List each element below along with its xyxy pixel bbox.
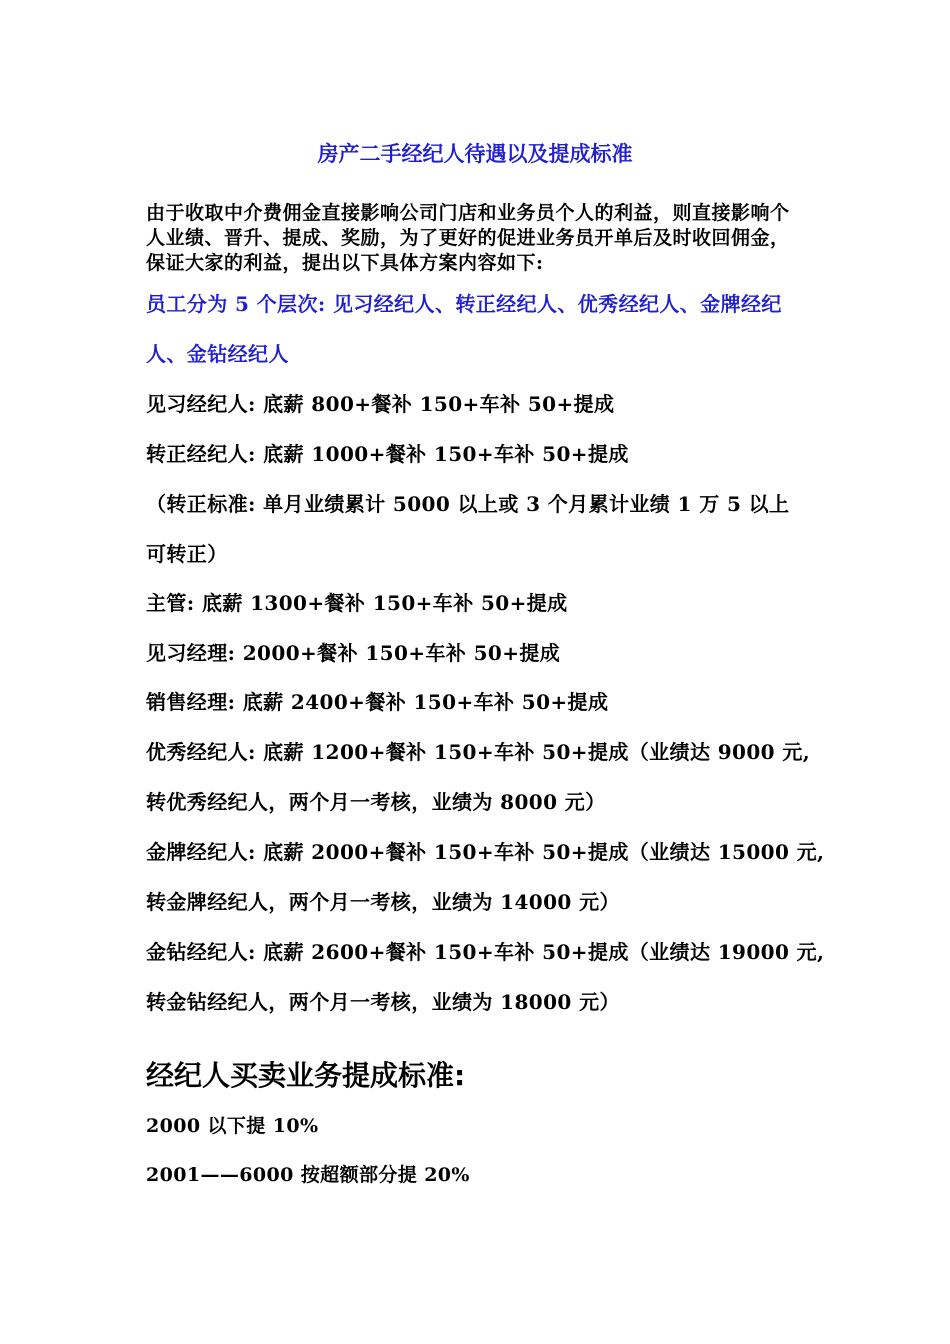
- intro-line: 保证大家的利益，提出以下具体方案内容如下:: [146, 252, 544, 274]
- commission-rule: 2001——6000 按超额部分提 20%: [146, 1164, 470, 1186]
- commission-heading: 经纪人买卖业务提成标准:: [146, 1059, 466, 1092]
- regular-standard-continued: 可转正）: [146, 542, 228, 566]
- regular-standard: （转正标准: 单月业绩累计 5000 以上或 3 个月累计业绩 1 万 5 以上: [146, 492, 790, 516]
- intro-paragraph: [146, 201, 818, 276]
- commission-rule: 2000 以下提 10%: [146, 1115, 319, 1137]
- pay-trainee-manager: 见习经理: 2000+餐补 150+车补 50+提成: [146, 641, 561, 665]
- pay-trainee-agent: 见习经纪人: 底薪 800+餐补 150+车补 50+提成: [146, 392, 615, 416]
- levels-line: 员工分为 5 个层次: 见习经纪人、转正经纪人、优秀经纪人、金牌经纪: [146, 292, 782, 316]
- pay-diamond-agent: 金钻经纪人: 底薪 2600+餐补 150+车补 50+提成（业绩达 19000 元,: [146, 940, 825, 964]
- pay-excellent-agent-continued: 转优秀经纪人，两个月一考核，业绩为 8000 元）: [146, 790, 606, 814]
- pay-sales-manager: 销售经理: 底薪 2400+餐补 150+车补 50+提成: [146, 690, 609, 714]
- levels-line-continued: 人、金钻经纪人: [146, 342, 289, 366]
- document-title: 房产二手经纪人待遇以及提成标准: [317, 141, 633, 166]
- pay-gold-agent: 金牌经纪人: 底薪 2000+餐补 150+车补 50+提成（业绩达 15000 元,: [146, 840, 825, 864]
- intro-line: 由于收取中介费佣金直接影响公司门店和业务员个人的利益，则直接影响个: [146, 202, 790, 224]
- pay-gold-agent-continued: 转金牌经纪人，两个月一考核，业绩为 14000 元）: [146, 890, 620, 914]
- pay-regular-agent: 转正经纪人: 底薪 1000+餐补 150+车补 50+提成: [146, 442, 629, 466]
- pay-supervisor: 主管: 底薪 1300+餐补 150+车补 50+提成: [146, 591, 568, 615]
- pay-excellent-agent: 优秀经纪人: 底薪 1200+餐补 150+车补 50+提成（业绩达 9000 元,: [146, 740, 811, 764]
- pay-diamond-agent-continued: 转金钻经纪人，两个月一考核，业绩为 18000 元）: [146, 990, 620, 1014]
- intro-line: 人业绩、晋升、提成、奖励，为了更好的促进业务员开单后及时收回佣金，: [146, 227, 790, 249]
